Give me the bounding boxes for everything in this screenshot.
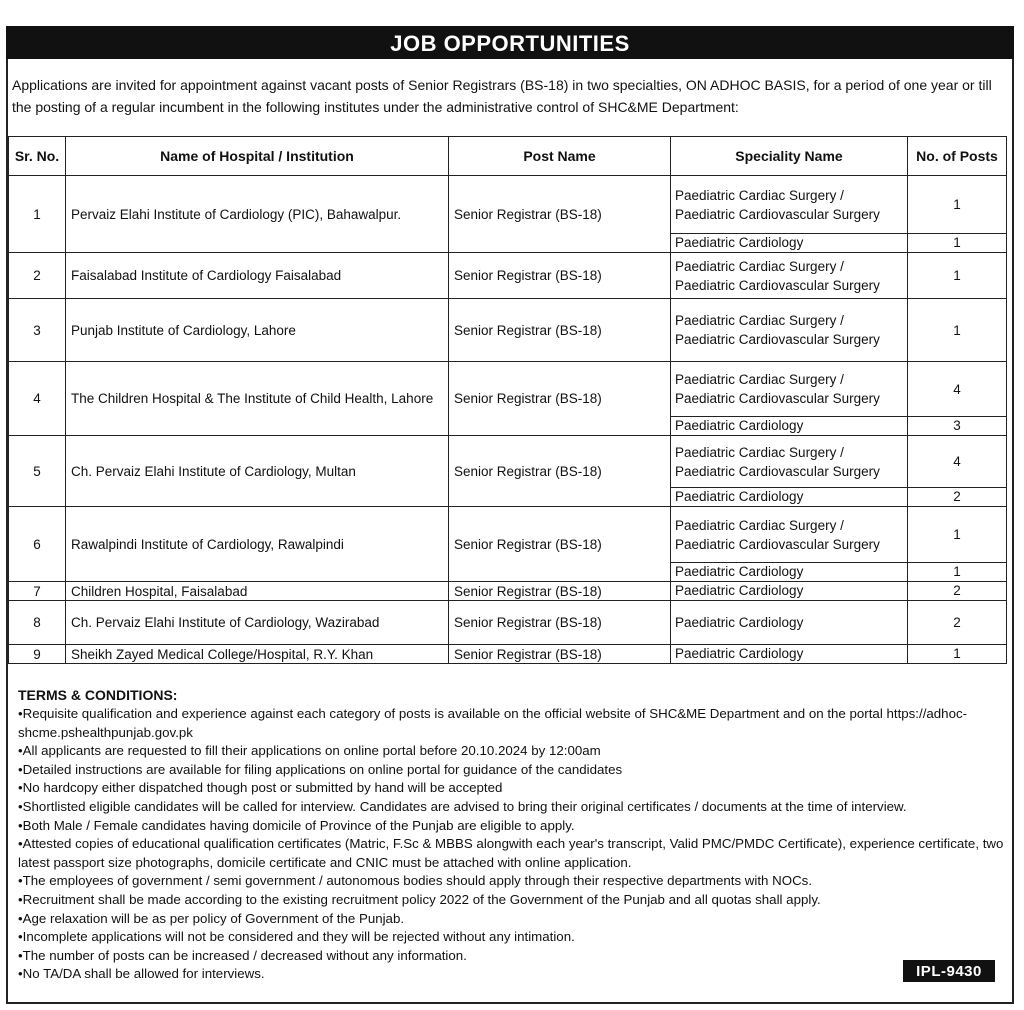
- speciality-name: Paediatric Cardiology: [671, 645, 908, 664]
- speciality-name: Paediatric Cardiac Surgery / Paediatric Cardiovascular Surgery: [671, 507, 908, 563]
- sr-no: 6: [9, 507, 66, 582]
- posts-count: 2: [908, 601, 1007, 645]
- speciality-name: Paediatric Cardiology: [671, 488, 908, 507]
- posts-count: 1: [908, 507, 1007, 563]
- speciality-name: Paediatric Cardiology: [671, 582, 908, 601]
- posts-count: 1: [908, 563, 1007, 582]
- terms-section: [18, 686, 1008, 984]
- speciality-name: Paediatric Cardiac Surgery / Paediatric Cardiovascular Surgery: [671, 299, 908, 362]
- terms-heading: TERMS & CONDITIONS:: [18, 687, 178, 703]
- hospital-name: The Children Hospital & The Institute of Child Health, Lahore: [66, 362, 449, 436]
- post-name: Senior Registrar (BS-18): [449, 645, 671, 664]
- sr-no: 5: [9, 436, 66, 507]
- speciality-name: Paediatric Cardiology: [671, 563, 908, 582]
- hospital-name: Punjab Institute of Cardiology, Lahore: [66, 299, 449, 362]
- terms-item: • All applicants are requested to fill their applications on online portal before 20.10.2024 by 12:00am: [18, 742, 1008, 761]
- table-row: [9, 601, 1007, 645]
- sr-no: 8: [9, 601, 66, 645]
- posts-count: 2: [908, 582, 1007, 601]
- terms-item: • Attested copies of educational qualification certificates (Matric, F.Sc & MBBS alongwith each year's transcript, Valid PMC/PMDC Certificate), experience certificate, two latest passport size photographs, domicile certificate and CNIC must be attached with online application.: [18, 835, 1008, 872]
- sr-no: 1: [9, 176, 66, 253]
- post-name: Senior Registrar (BS-18): [449, 601, 671, 645]
- posts-count: 1: [908, 253, 1007, 299]
- terms-list: [18, 705, 1008, 984]
- speciality-name: Paediatric Cardiology: [671, 417, 908, 436]
- post-name: Senior Registrar (BS-18): [449, 299, 671, 362]
- sr-no: 4: [9, 362, 66, 436]
- posts-count: 1: [908, 645, 1007, 664]
- table-row: [9, 253, 1007, 299]
- header-no-of-posts: No. of Posts: [908, 137, 1007, 176]
- speciality-name: Paediatric Cardiac Surgery / Paediatric Cardiovascular Surgery: [671, 253, 908, 299]
- sr-no: 2: [9, 253, 66, 299]
- ad-reference-code: IPL-9430: [903, 960, 995, 982]
- table-row: [9, 645, 1007, 664]
- posts-count: 1: [908, 234, 1007, 253]
- header-hospital: Name of Hospital / Institution: [66, 137, 449, 176]
- table-row: [9, 507, 1007, 563]
- post-name: Senior Registrar (BS-18): [449, 436, 671, 507]
- speciality-name: Paediatric Cardiology: [671, 601, 908, 645]
- table-row: [9, 299, 1007, 362]
- posts-count: 4: [908, 362, 1007, 417]
- terms-item: • Both Male / Female candidates having domicile of Province of the Punjab are eligible to apply.: [18, 817, 1008, 836]
- sr-no: 3: [9, 299, 66, 362]
- hospital-name: Sheikh Zayed Medical College/Hospital, R.Y. Khan: [66, 645, 449, 664]
- terms-item: • No TA/DA shall be allowed for interviews.: [18, 965, 1008, 984]
- page-title: JOB OPPORTUNITIES: [6, 26, 1014, 59]
- terms-item: • Shortlisted eligible candidates will be called for interview. Candidates are advised to bring their original certificates / documents at the time of interview.: [18, 798, 1008, 817]
- hospital-name: Faisalabad Institute of Cardiology Faisalabad: [66, 253, 449, 299]
- hospital-name: Pervaiz Elahi Institute of Cardiology (PIC), Bahawalpur.: [66, 176, 449, 253]
- post-name: Senior Registrar (BS-18): [449, 582, 671, 601]
- hospital-name: Children Hospital, Faisalabad: [66, 582, 449, 601]
- table-row: [9, 176, 1007, 234]
- posts-count: 4: [908, 436, 1007, 488]
- header-speciality: Speciality Name: [671, 137, 908, 176]
- table-row: [9, 362, 1007, 417]
- terms-item: • Incomplete applications will not be considered and they will be rejected without any intimation.: [18, 928, 1008, 947]
- terms-item: • No hardcopy either dispatched though post or submitted by hand will be accepted: [18, 779, 1008, 798]
- table-row: [9, 582, 1007, 601]
- jobs-table: [8, 136, 1007, 664]
- post-name: Senior Registrar (BS-18): [449, 253, 671, 299]
- terms-item: • Age relaxation will be as per policy of Government of the Punjab.: [18, 910, 1008, 929]
- hospital-name: Ch. Pervaiz Elahi Institute of Cardiology, Multan: [66, 436, 449, 507]
- post-name: Senior Registrar (BS-18): [449, 176, 671, 253]
- intro-paragraph: Applications are invited for appointment against vacant posts of Senior Registrars (BS-18) in two specialties, ON ADHOC BASIS, for a period of one year or till the posting of a regular incumbent in the following institutes under the administrative control of SHC&ME Department:: [12, 77, 992, 115]
- hospital-name: Rawalpindi Institute of Cardiology, Rawalpindi: [66, 507, 449, 582]
- header-sr-no: Sr. No.: [9, 137, 66, 176]
- terms-item: • Detailed instructions are available for filing applications on online portal for guidance of the candidates: [18, 761, 1008, 780]
- posts-count: 3: [908, 417, 1007, 436]
- post-name: Senior Registrar (BS-18): [449, 507, 671, 582]
- post-name: Senior Registrar (BS-18): [449, 362, 671, 436]
- speciality-name: Paediatric Cardiology: [671, 234, 908, 253]
- terms-item: • The employees of government / semi government / autonomous bodies should apply through their respective departments with NOCs.: [18, 872, 1008, 891]
- terms-item: • The number of posts can be increased / decreased without any information.: [18, 947, 1008, 966]
- speciality-name: Paediatric Cardiac Surgery / Paediatric Cardiovascular Surgery: [671, 362, 908, 417]
- speciality-name: Paediatric Cardiac Surgery / Paediatric Cardiovascular Surgery: [671, 176, 908, 234]
- terms-item: • Requisite qualification and experience against each category of posts is available on the official website of SHC&ME Department and on the portal https://adhoc-shcme.pshealthpunjab.gov.pk: [18, 705, 1008, 742]
- sr-no: 7: [9, 582, 66, 601]
- terms-item: • Recruitment shall be made according to the existing recruitment policy 2022 of the Government of the Punjab and all quotas shall apply.: [18, 891, 1008, 910]
- table-header-row: [9, 137, 1007, 176]
- posts-count: 1: [908, 299, 1007, 362]
- posts-count: 1: [908, 176, 1007, 234]
- table-row: [9, 436, 1007, 488]
- header-post-name: Post Name: [449, 137, 671, 176]
- sr-no: 9: [9, 645, 66, 664]
- hospital-name: Ch. Pervaiz Elahi Institute of Cardiology, Wazirabad: [66, 601, 449, 645]
- speciality-name: Paediatric Cardiac Surgery / Paediatric Cardiovascular Surgery: [671, 436, 908, 488]
- posts-count: 2: [908, 488, 1007, 507]
